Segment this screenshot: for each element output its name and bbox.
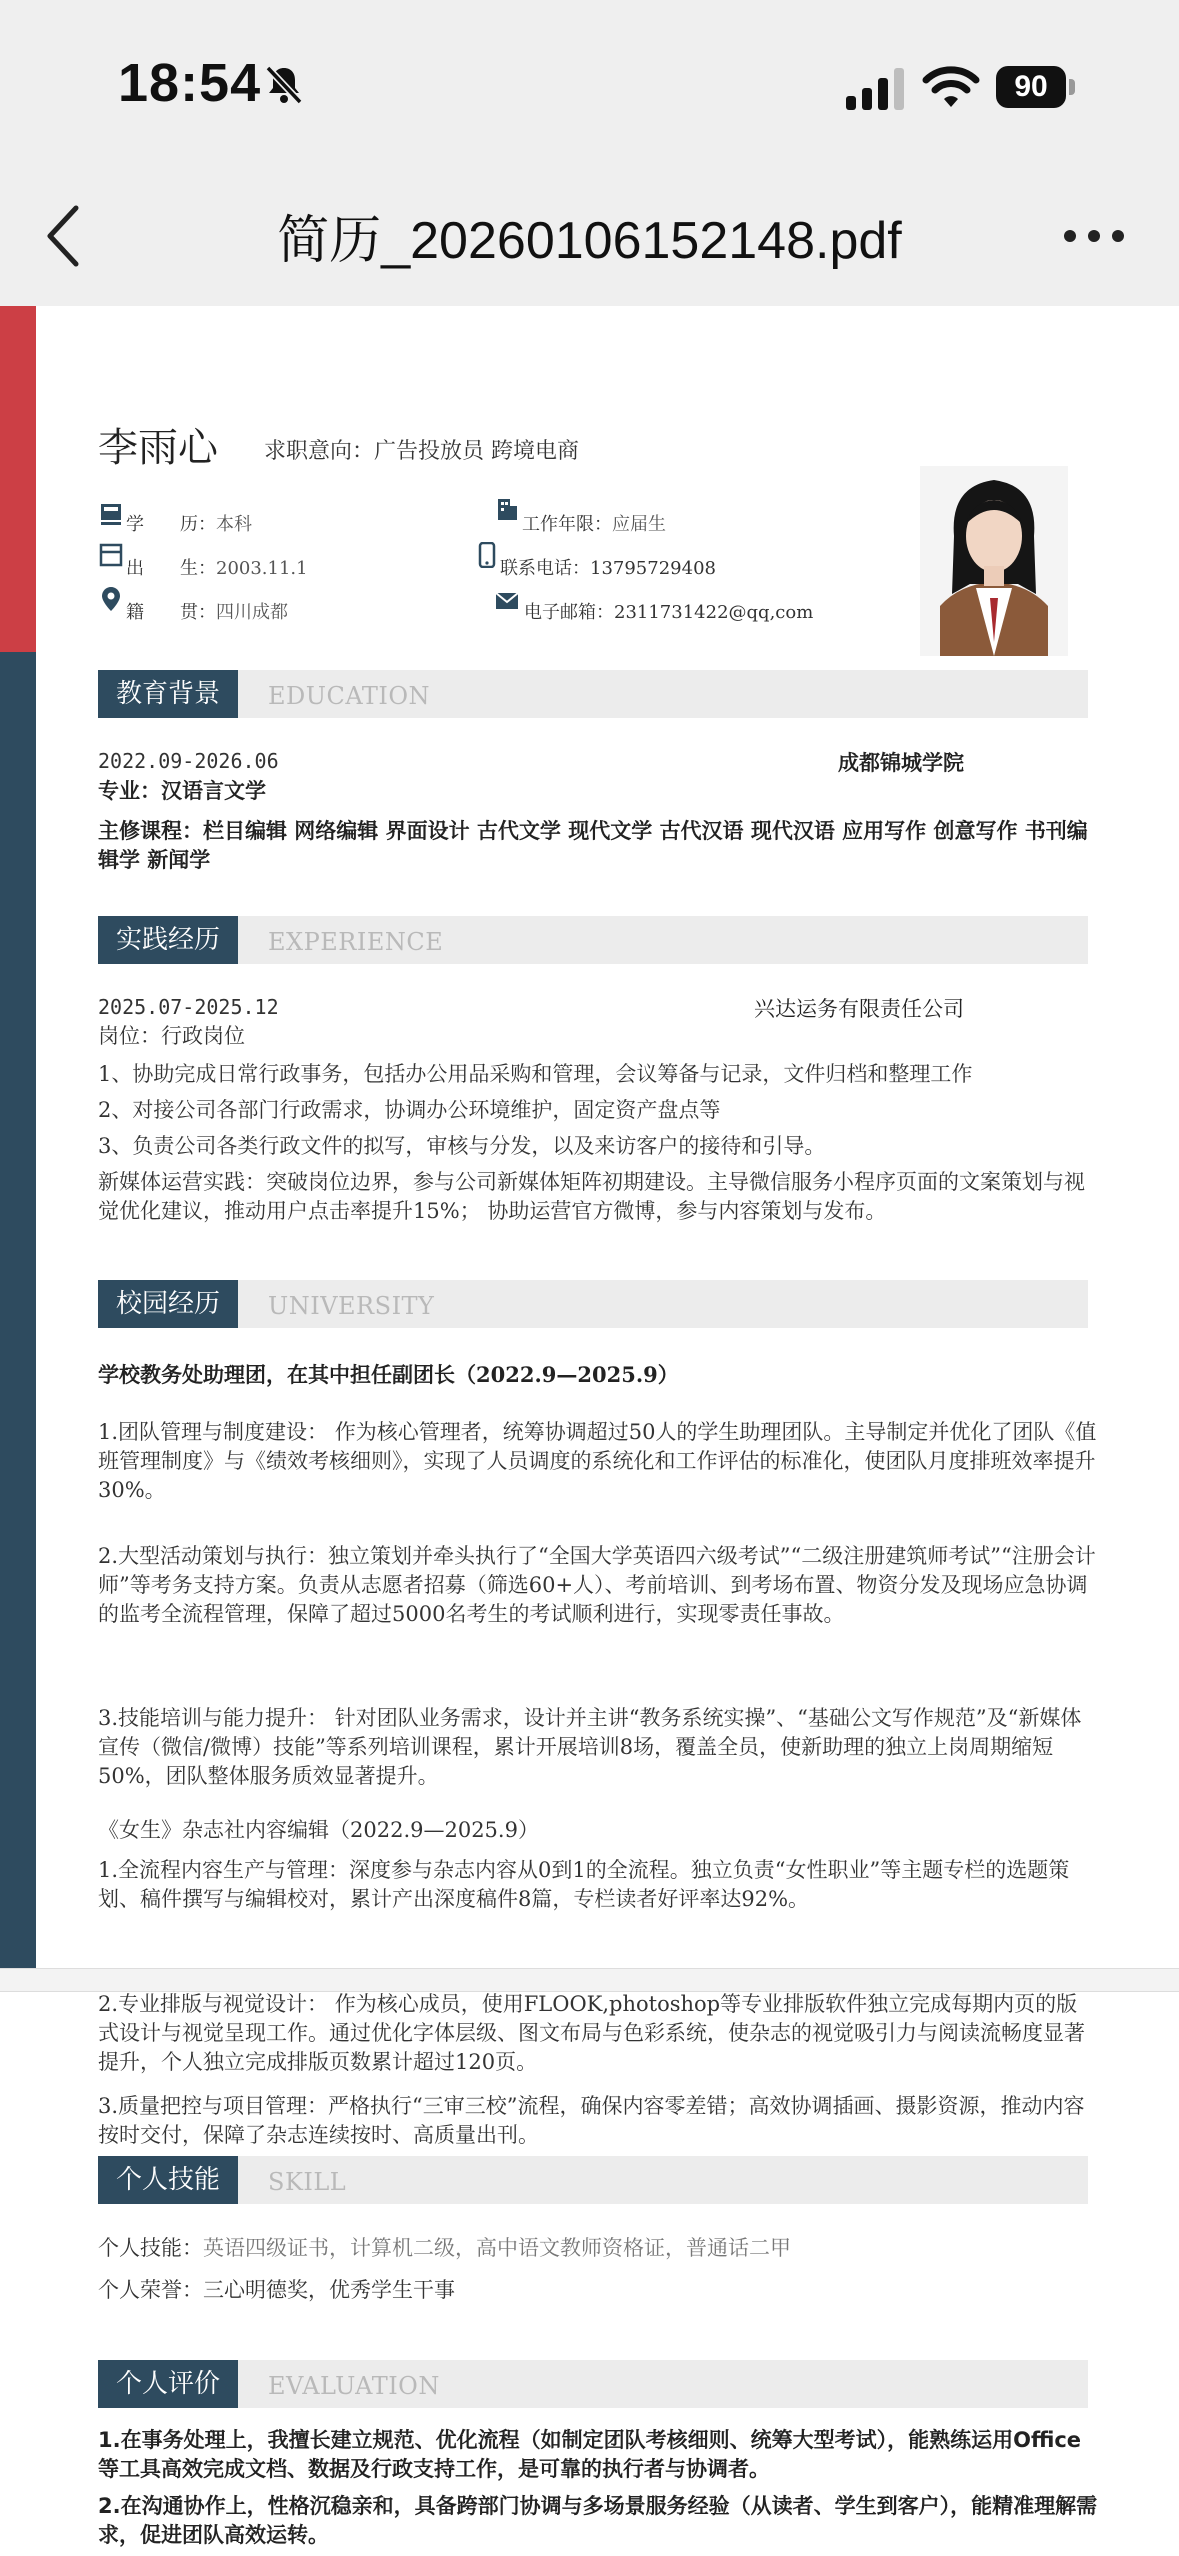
education-period: 2022.09-2026.06	[98, 749, 279, 773]
experience-item: 1、协助完成日常行政事务，包括办公用品采购和管理，会议筹备与记录，文件归档和整理工作	[98, 1062, 973, 1086]
pdf-page[interactable]	[0, 306, 1179, 2556]
building-icon	[494, 496, 520, 522]
section-header-skills	[98, 2156, 1088, 2204]
section-en-skills: SKILL	[268, 2168, 347, 2196]
info-email	[524, 598, 813, 624]
accent-bar-blue	[0, 652, 36, 1968]
experience-item: 2、对接公司各部门行政需求，协调办公环境维护，固定资产盘点等	[98, 1098, 721, 1122]
info-education	[126, 510, 252, 536]
education-cap-icon	[98, 500, 124, 526]
info-origin	[126, 598, 288, 624]
section-en-experience: EXPERIENCE	[268, 928, 444, 956]
campus-paragraph: 1.全流程内容生产与管理：深度参与杂志内容从0到1的全流程。独立负责“女性职业”等主题专栏的选题策划、稿件撰写与编辑校对，累计产出深度稿件8篇，专栏读者好评率达92%。	[98, 1858, 1070, 1911]
education-courses: 主修课程：栏目编辑 网络编辑 界面设计 古代文学 现代文学 古代汉语 现代汉语 应用写作 创意写作 书刊编辑学 新闻学	[98, 818, 1088, 872]
info-birth	[126, 554, 308, 580]
skills-value: 英语四级证书，计算机二级，高中语文教师资格证，普通话二甲	[203, 2236, 791, 2260]
campus-paragraph: 3.质量把控与项目管理：严格执行“三审三校”流程，确保内容零差错；高效协调插画、摄影资源，推动内容按时交付，保障了杂志连续按时、高质量出刊。	[98, 2094, 1085, 2147]
campus-role-2: 《女生》杂志社内容编辑（2022.9—2025.9）	[98, 1818, 539, 1842]
info-work-years	[522, 510, 666, 536]
evaluation-paragraph: 2.在沟通协作上，性格沉稳亲和，具备跨部门协调与多场景服务经验（从读者、学生到客户），能精准理解需求，促进团队高效运转。	[98, 2494, 1098, 2547]
location-pin-icon	[98, 586, 124, 612]
job-intent: 求职意向：广告投放员 跨境电商	[264, 439, 579, 464]
info-phone	[500, 554, 716, 580]
experience-period: 2025.07-2025.12	[98, 995, 279, 1019]
page-break	[0, 1968, 1179, 1992]
experience-item: 3、负责公司各类行政文件的拟写，审核与分发，以及来访客户的接待和引导。	[98, 1134, 826, 1158]
education-major: 专业：汉语言文学	[98, 778, 266, 803]
section-en-education: EDUCATION	[268, 682, 431, 710]
navigation-bar	[0, 170, 1179, 306]
section-header-experience	[98, 916, 1088, 964]
status-bar	[0, 0, 1179, 170]
section-tag-experience: 实践经历	[98, 916, 238, 964]
section-tag-education: 教育背景	[98, 670, 238, 718]
campus-paragraph: 2.大型活动策划与执行：独立策划并牵头执行了“全国大学英语四六级考试”“二级注册建筑师考试”“注册会计师”等考务支持方案。负责从志愿者招募（筛选60+人）、考前培训、到考场布置、物资分发及现场应急协调的监考全流程管理，保障了超过5000名考生的考试顺利进行，实现零责任事故。	[98, 1544, 1096, 1626]
section-tag-skills: 个人技能	[98, 2156, 238, 2204]
battery-level: 90	[996, 66, 1066, 108]
info-birth-label: 出 生：	[126, 558, 216, 579]
section-en-evaluation: EVALUATION	[268, 2372, 440, 2400]
education-school: 成都锦城学院	[838, 750, 964, 775]
skills-line	[98, 2234, 1098, 2263]
info-birth-value: 2003.11.1	[216, 558, 308, 579]
candidate-name: 李雨心	[98, 425, 218, 471]
status-time: 18:54	[118, 53, 262, 113]
info-education-value: 本科	[216, 514, 252, 535]
profile-photo	[920, 466, 1068, 656]
campus-paragraph: 3.技能培训与能力提升： 针对团队业务需求，设计并主讲“教务系统实操”、“基础公文写作规范”及“新媒体宣传（微信/微博）技能”等系列培训课程，累计开展培训8场，覆盖全员，使新助理的独立上岗周期缩短50%，团队整体服务质效显著提升。	[98, 1706, 1082, 1788]
campus-role-1: 学校教务处助理团，在其中担任副团长（2022.9—2025.9）	[98, 1362, 679, 1387]
document-title: 简历_20260106152148.pdf	[277, 212, 902, 270]
info-phone-value: 13795729408	[590, 558, 716, 579]
section-header-education	[98, 670, 1088, 718]
skills-label: 个人技能：	[98, 2236, 203, 2260]
info-email-value: 2311731422@qq,com	[614, 602, 814, 623]
more-options-icon[interactable]	[1062, 226, 1126, 246]
info-years-label: 工作年限：	[522, 514, 612, 535]
section-tag-evaluation: 个人评价	[98, 2360, 238, 2408]
experience-item: 新媒体运营实践：突破岗位边界，参与公司新媒体矩阵初期建设。主导微信服务小程序页面的文案策划与视觉优化建议，推动用户点击率提升15%； 协助运营官方微博，参与内容策划与发布。	[98, 1170, 1085, 1223]
info-phone-label: 联系电话：	[500, 558, 590, 579]
calendar-icon	[98, 542, 124, 568]
section-en-campus: UNIVERSITY	[268, 1292, 435, 1320]
silent-bell-icon	[262, 62, 306, 106]
battery-indicator	[996, 66, 1078, 108]
section-tag-campus: 校园经历	[98, 1280, 238, 1328]
email-envelope-icon	[494, 588, 520, 614]
info-years-value: 应届生	[612, 514, 666, 535]
experience-company: 兴达运务有限责任公司	[754, 997, 964, 1021]
evaluation-paragraph: 1.在事务处理上，我擅长建立规范、优化流程（如制定团队考核细则、统筹大型考试），能熟练运用Office等工具高效完成文档、数据及行政支持工作，是可靠的执行者与协调者。	[98, 2428, 1082, 2481]
cellular-signal-icon	[846, 68, 904, 110]
info-education-label: 学 历：	[126, 514, 216, 535]
section-header-evaluation	[98, 2360, 1088, 2408]
phone-icon	[474, 542, 500, 568]
campus-paragraph: 1.团队管理与制度建设： 作为核心管理者，统筹协调超过50人的学生助理团队。主导制定并优化了团队《值班管理制度》与《绩效考核细则》，实现了人员调度的系统化和工作评估的标准化，使团队月度排班效率提升30%。	[98, 1420, 1097, 1502]
info-origin-value: 四川成都	[216, 602, 288, 623]
campus-paragraph: 2.专业排版与视觉设计： 作为核心成员，使用FLOOK,photoshop等专业排版软件独立完成每期内页的版式设计与视觉呈现工作。通过优化字体层级、图文布局与色彩系统，使杂志的视觉吸引力与阅读流畅度显著提升，个人独立完成排版页数累计超过120页。	[98, 1992, 1085, 2074]
experience-position: 岗位：行政岗位	[98, 1024, 245, 1048]
section-header-campus	[98, 1280, 1088, 1328]
info-origin-label: 籍 贯：	[126, 602, 216, 623]
wifi-icon	[922, 64, 980, 110]
honor-line: 个人荣誉：三心明德奖，优秀学生干事	[98, 2278, 455, 2302]
info-email-label: 电子邮箱：	[524, 602, 614, 623]
accent-bar-red	[0, 306, 36, 652]
